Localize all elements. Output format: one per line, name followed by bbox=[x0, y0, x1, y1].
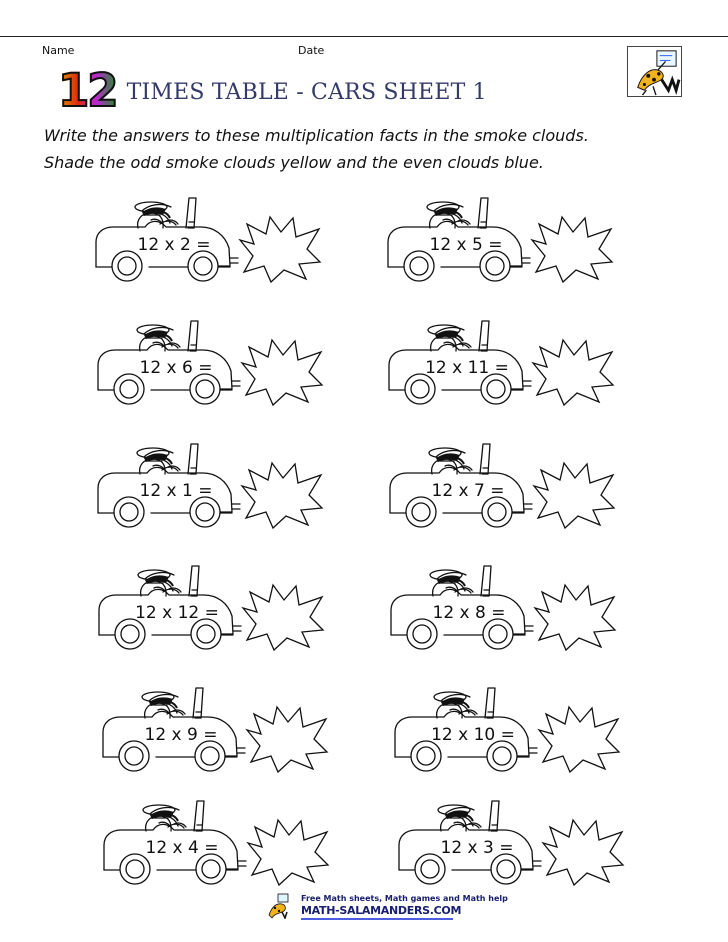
worksheet-title: TIMES TABLE - CARS SHEET 1 bbox=[126, 79, 487, 105]
multiplication-fact: 12 x 4 = bbox=[145, 838, 219, 858]
smoke-cloud-icon bbox=[247, 819, 330, 885]
multiplication-card-2 bbox=[380, 184, 640, 296]
smoke-cloud-icon bbox=[241, 462, 324, 528]
date-label: Date bbox=[298, 44, 325, 57]
salamander-logo-icon bbox=[627, 46, 682, 97]
smoke-cloud-icon bbox=[242, 584, 325, 650]
footer-underline bbox=[301, 918, 453, 920]
multiplication-fact: 12 x 7 = bbox=[431, 481, 505, 501]
multiplication-card-6 bbox=[382, 430, 642, 542]
salamander-logo-icon bbox=[267, 893, 289, 919]
multiplication-card-1 bbox=[88, 184, 348, 296]
multiplication-card-3 bbox=[90, 307, 350, 419]
multiplication-fact: 12 x 9 = bbox=[144, 725, 218, 745]
smoke-cloud-icon bbox=[531, 216, 614, 282]
smoke-cloud-icon bbox=[533, 462, 616, 528]
smoke-cloud-icon bbox=[239, 216, 322, 282]
multiplication-card-12 bbox=[391, 787, 651, 899]
smoke-cloud-icon bbox=[534, 584, 617, 650]
instruction-line: Shade the odd smoke clouds yellow and the even clouds blue. bbox=[44, 153, 544, 172]
instructions bbox=[44, 122, 694, 176]
times-table-number: 12 bbox=[58, 63, 117, 117]
top-rule bbox=[0, 36, 728, 37]
name-label: Name bbox=[42, 44, 75, 57]
multiplication-card-11 bbox=[96, 787, 356, 899]
multiplication-card-4 bbox=[381, 307, 641, 419]
multiplication-card-10 bbox=[387, 674, 647, 786]
multiplication-fact: 12 x 8 = bbox=[432, 603, 506, 623]
multiplication-fact: 12 x 5 = bbox=[429, 235, 503, 255]
multiplication-fact: 12 x 1 = bbox=[139, 481, 213, 501]
smoke-cloud-icon bbox=[542, 819, 625, 885]
multiplication-card-5 bbox=[90, 430, 350, 542]
multiplication-card-8 bbox=[383, 552, 643, 664]
worksheet-title-row bbox=[58, 63, 487, 117]
footer-tagline: Free Math sheets, Math games and Math help bbox=[301, 894, 508, 903]
multiplication-fact: 12 x 2 = bbox=[137, 235, 211, 255]
instruction-line: Write the answers to these multiplication facts in the smoke clouds. bbox=[44, 126, 589, 145]
multiplication-fact: 12 x 12 = bbox=[135, 603, 219, 623]
multiplication-fact: 12 x 6 = bbox=[139, 358, 213, 378]
multiplication-fact: 12 x 11 = bbox=[425, 358, 509, 378]
smoke-cloud-icon bbox=[241, 339, 324, 405]
footer-site-name: MATH-SALAMANDERS.COM bbox=[301, 904, 462, 917]
multiplication-card-7 bbox=[91, 552, 351, 664]
smoke-cloud-icon bbox=[538, 706, 621, 772]
multiplication-card-9 bbox=[95, 674, 355, 786]
smoke-cloud-icon bbox=[532, 339, 615, 405]
multiplication-fact: 12 x 3 = bbox=[440, 838, 514, 858]
smoke-cloud-icon bbox=[246, 706, 329, 772]
multiplication-fact: 12 x 10 = bbox=[431, 725, 515, 745]
